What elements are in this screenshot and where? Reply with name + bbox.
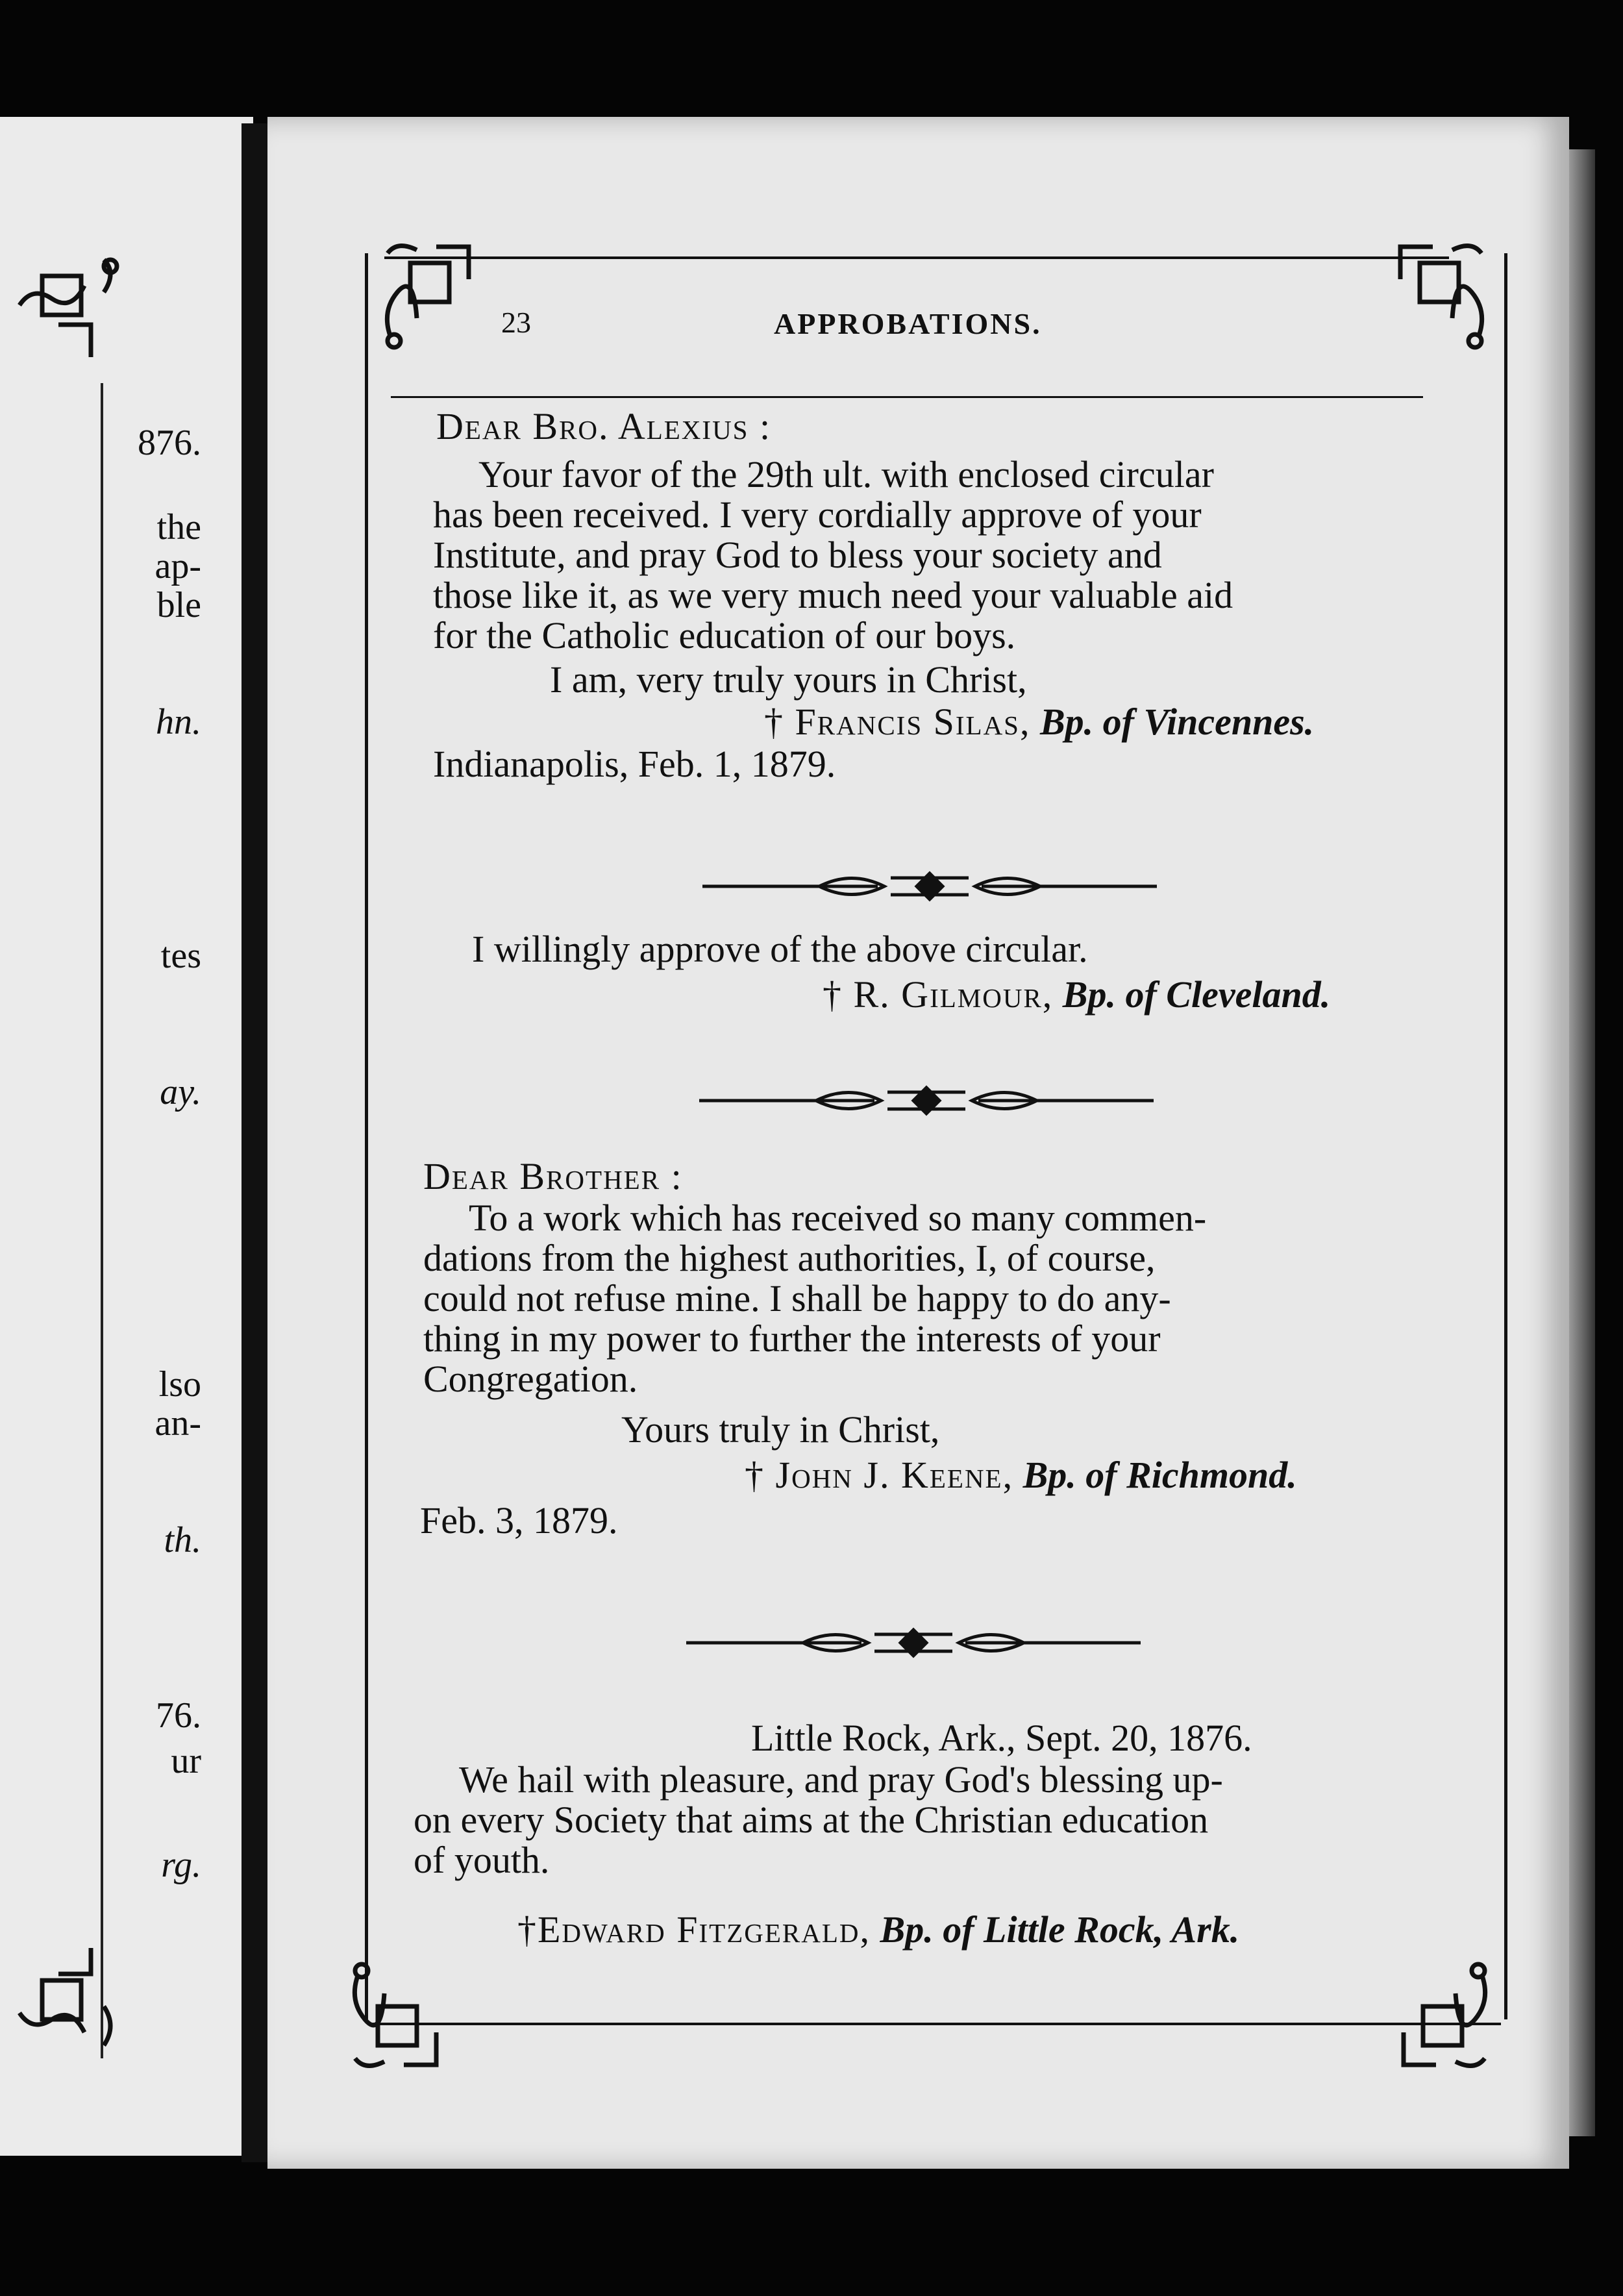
body-line: on every Society that aims at the Christian education bbox=[414, 1799, 1209, 1841]
salutation: Dear Brother : bbox=[423, 1155, 683, 1197]
corner-ornament-icon bbox=[6, 1935, 130, 2058]
signature bbox=[517, 1909, 1239, 1951]
corner-ornament-icon bbox=[345, 1954, 469, 2078]
left-page-fragment: ay. bbox=[160, 1072, 201, 1112]
corner-ornament-icon bbox=[6, 247, 130, 370]
left-page-fragment: ur bbox=[171, 1741, 201, 1781]
corner-ornament-icon bbox=[1368, 234, 1491, 357]
body-line: for the Catholic education of our boys. bbox=[433, 614, 1016, 656]
closing: I am, very truly yours in Christ, bbox=[550, 658, 1027, 701]
signature-name: †Edward Fitzgerald, bbox=[517, 1908, 871, 1951]
left-page-fragment: 76. bbox=[156, 1695, 201, 1736]
body-line: Your favor of the 29th ult. with enclosed circular bbox=[478, 453, 1214, 495]
body-line: dations from the highest authorities, I, of course, bbox=[423, 1237, 1156, 1279]
body-line: To a work which has received so many commen- bbox=[469, 1197, 1207, 1239]
signature-title: Bp. of Cleveland. bbox=[1062, 973, 1331, 1016]
signature-title: Bp. of Richmond. bbox=[1022, 1454, 1297, 1496]
signature-title: Bp. of Vincennes. bbox=[1040, 701, 1315, 743]
body-line: Congregation. bbox=[423, 1358, 638, 1400]
signature-title: Bp. of Little Rock, Ark. bbox=[880, 1908, 1240, 1951]
divider-ornament-icon bbox=[699, 1078, 1154, 1123]
left-page-fragment: ap- bbox=[155, 546, 201, 586]
book-page bbox=[267, 117, 1569, 2169]
signature-name: † Francis Silas, bbox=[764, 701, 1031, 743]
left-page-fragment: hn. bbox=[156, 702, 201, 742]
signature bbox=[823, 974, 1330, 1016]
signature bbox=[745, 1454, 1297, 1496]
body-line: those like it, as we very much need your valuable aid bbox=[433, 574, 1233, 616]
bottom-rule bbox=[371, 2023, 1501, 2025]
page-edge bbox=[1569, 149, 1595, 2136]
left-facing-page bbox=[0, 117, 253, 2156]
left-page-fragment: tes bbox=[160, 936, 201, 976]
signature bbox=[764, 701, 1314, 743]
signature-name: † John J. Keene, bbox=[745, 1454, 1014, 1496]
left-page-fragment: the bbox=[156, 507, 201, 547]
date: Feb. 3, 1879. bbox=[420, 1499, 618, 1541]
letter-body bbox=[433, 455, 1446, 656]
left-page-fragment: 876. bbox=[138, 423, 201, 463]
closing: Yours truly in Christ, bbox=[621, 1408, 940, 1451]
body-line: thing in my power to further the interests of your bbox=[423, 1317, 1161, 1360]
left-page-border bbox=[101, 383, 103, 2058]
body-line: of youth. bbox=[414, 1839, 550, 1881]
left-page-fragment: an- bbox=[155, 1403, 201, 1443]
left-page-fragment: ble bbox=[156, 585, 201, 625]
letter-body bbox=[423, 1198, 1436, 1399]
running-head: APPROBATIONS. bbox=[774, 307, 1042, 340]
header-rule bbox=[391, 396, 1423, 398]
letter-body: I willingly approve of the above circular. bbox=[472, 928, 1088, 970]
page-number: 23 bbox=[501, 306, 531, 339]
divider-ornament-icon bbox=[702, 864, 1157, 909]
body-line: could not refuse mine. I shall be happy to do any- bbox=[423, 1277, 1171, 1319]
signature-name: † R. Gilmour, bbox=[823, 973, 1054, 1016]
left-page-fragment: lso bbox=[158, 1364, 201, 1404]
divider-ornament-icon bbox=[686, 1620, 1141, 1666]
left-page-fragment: rg. bbox=[161, 1845, 201, 1885]
body-line: has been received. I very cordially approve of your bbox=[433, 493, 1202, 536]
body-line: Institute, and pray God to bless your society and bbox=[433, 534, 1162, 576]
letter-body bbox=[414, 1760, 1426, 1880]
salutation: Dear Bro. Alexius : bbox=[436, 405, 772, 447]
corner-ornament-icon bbox=[1371, 1954, 1494, 2078]
left-page-fragment: th. bbox=[164, 1520, 201, 1560]
place-date: Little Rock, Ark., Sept. 20, 1876. bbox=[751, 1717, 1252, 1759]
body-line: We hail with pleasure, and pray God's blessing up- bbox=[459, 1758, 1223, 1801]
top-rule bbox=[384, 256, 1449, 259]
book-spine bbox=[242, 123, 267, 2162]
place-date: Indianapolis, Feb. 1, 1879. bbox=[433, 743, 836, 785]
corner-ornament-icon bbox=[378, 234, 501, 357]
